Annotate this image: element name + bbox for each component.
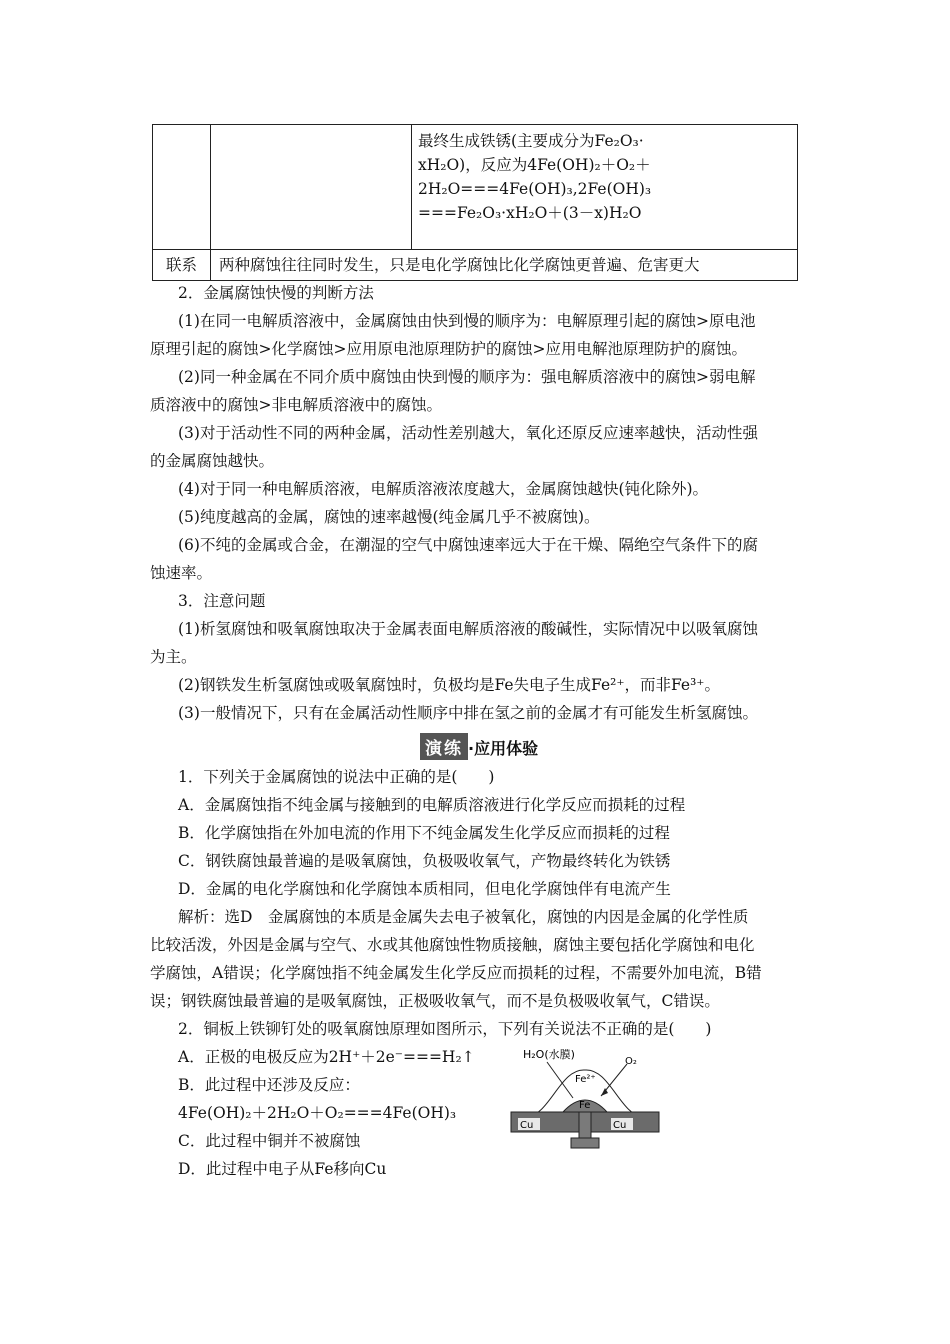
option-a: A．金属腐蚀指不纯金属与接触到的电解质溶液进行化学反应而损耗的过程 <box>178 796 686 814</box>
rust-line: 2H₂O===4Fe(OH)₃,2Fe(OH)₃ <box>418 180 652 198</box>
section-heading: 3．注意问题 <box>178 592 266 610</box>
option-b-equation: 4Fe(OH)₂＋2H₂O＋O₂===4Fe(OH)₃ <box>178 1104 457 1122</box>
rivet-tail <box>571 1138 599 1148</box>
analysis-line: 误；钢铁腐蚀最普遍的是吸氧腐蚀，正极吸收氧气，而不是负极吸收氧气，C错误。 <box>150 992 720 1010</box>
paragraph-line: 蚀速率。 <box>150 564 213 582</box>
table-cell-empty <box>211 125 412 250</box>
option-d: D．金属的电化学腐蚀和化学腐蚀本质相同，但电化学腐蚀伴有电流产生 <box>178 880 671 898</box>
o2-label: O₂ <box>625 1056 637 1067</box>
paragraph-line: 的金属腐蚀越快。 <box>150 452 275 470</box>
option-c: C．钢铁腐蚀最普遍的是吸氧腐蚀，负极吸收氧气，产物最终转化为铁锈 <box>178 852 671 870</box>
fe-label: Fe <box>579 1100 591 1111</box>
analysis-line: 解析：选D 金属腐蚀的本质是金属失去电子被氧化，腐蚀的内因是金属的化学性质 <box>178 908 749 926</box>
practice-header <box>420 733 538 760</box>
option-b: B．化学腐蚀指在外加电流的作用下不纯金属发生化学反应而损耗的过程 <box>178 824 670 842</box>
arrow-line <box>547 1062 573 1098</box>
paragraph-line: (2)钢铁发生析氢腐蚀或吸氧腐蚀时，负极均是Fe失电子生成Fe²⁺，而非Fe³⁺。 <box>178 676 720 694</box>
rust-line: ===Fe₂O₃·xH₂O＋(3－x)H₂O <box>418 204 642 222</box>
option-c: C．此过程中铜并不被腐蚀 <box>178 1132 361 1150</box>
paragraph-line: 质溶液中的腐蚀>非电解质溶液中的腐蚀。 <box>150 396 442 414</box>
rust-line: xH₂O)，反应为4Fe(OH)₂＋O₂＋ <box>418 156 651 174</box>
table-cell-relation: 两种腐蚀往往同时发生，只是电化学腐蚀比化学腐蚀更普遍、危害更大 <box>211 250 798 281</box>
paragraph-line: (3)对于活动性不同的两种金属，活动性差别越大，氧化还原反应速率越快，活动性强 <box>178 424 758 442</box>
cu-left-label: Cu <box>520 1120 534 1131</box>
table-row <box>153 250 798 281</box>
section-heading: 2．金属腐蚀快慢的判断方法 <box>178 284 374 302</box>
comparison-table <box>152 124 798 281</box>
question-stem: 2．铜板上铁铆钉处的吸氧腐蚀原理如图所示，下列有关说法不正确的是( ) <box>178 1020 712 1038</box>
paragraph-line: (5)纯度越高的金属，腐蚀的速率越慢(纯金属几乎不被腐蚀)。 <box>178 508 600 526</box>
practice-badge: 演练 <box>420 733 468 760</box>
paragraph-line: (2)同一种金属在不同介质中腐蚀由快到慢的顺序为：强电解质溶液中的腐蚀>弱电解 <box>178 368 756 386</box>
cu-right-label: Cu <box>613 1120 627 1131</box>
option-a: A．正极的电极反应为2H⁺＋2e⁻===H₂↑ <box>178 1048 475 1066</box>
fe-ion-label: Fe²⁺ <box>575 1074 596 1085</box>
option-b: B．此过程中还涉及反应： <box>178 1076 360 1094</box>
water-film-label: H₂O(水膜) <box>523 1048 575 1061</box>
corrosion-diagram <box>505 1048 665 1156</box>
paragraph-line: (6)不纯的金属或合金，在潮湿的空气中腐蚀速率远大于在干燥、隔绝空气条件下的腐 <box>178 536 758 554</box>
paragraph-line: 原理引起的腐蚀>化学腐蚀>应用原电池原理防护的腐蚀>应用电解池原理防护的腐蚀。 <box>150 340 747 358</box>
option-d: D．此过程中电子从Fe移向Cu <box>178 1160 387 1178</box>
practice-title: ·应用体验 <box>468 739 539 758</box>
question-stem: 1．下列关于金属腐蚀的说法中正确的是( ) <box>178 768 495 786</box>
paragraph-line: (1)析氢腐蚀和吸氧腐蚀取决于金属表面电解质溶液的酸碱性，实际情况中以吸氧腐蚀 <box>178 620 758 638</box>
paragraph-line: (4)对于同一种电解质溶液，电解质溶液浓度越大，金属腐蚀越快(钝化除外)。 <box>178 480 709 498</box>
paragraph-line: (3)一般情况下，只有在金属活动性顺序中排在氢之前的金属才有可能发生析氢腐蚀。 <box>178 704 758 722</box>
table-row <box>153 125 798 250</box>
table-cell-rust <box>412 125 798 250</box>
paragraph-line: 为主。 <box>150 648 197 666</box>
analysis-line: 比较活泼，外因是金属与空气、水或其他腐蚀性物质接触，腐蚀主要包括化学腐蚀和电化 <box>150 936 755 954</box>
analysis-line: 学腐蚀，A错误；化学腐蚀指不纯金属发生化学反应而损耗的过程，不需要外加电流，B错 <box>150 964 762 982</box>
rust-line: 最终生成铁锈(主要成分为Fe₂O₃· <box>418 132 644 150</box>
table-cell-label: 联系 <box>153 250 211 281</box>
table-cell-empty <box>153 125 211 250</box>
paragraph-line: (1)在同一电解质溶液中，金属腐蚀由快到慢的顺序为：电解原理引起的腐蚀>原电池 <box>178 312 756 330</box>
